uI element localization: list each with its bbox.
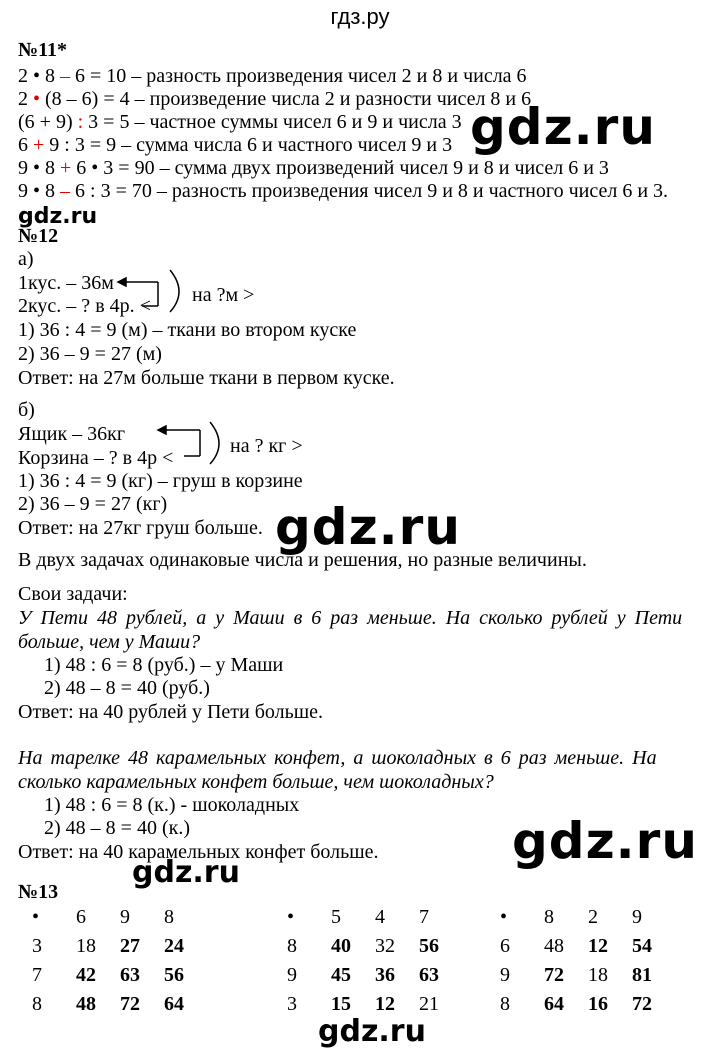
own-task2-answer: Ответ: на 40 карамельных конфет больше. xyxy=(18,841,379,863)
task12b-answer: Ответ: на 27кг груш больше. xyxy=(18,517,263,539)
table-header-cell: 7 xyxy=(419,906,429,928)
table-cell: 63 xyxy=(419,964,439,986)
task12a-row1: 1кус. – 36м xyxy=(18,272,114,294)
table-cell: 27 xyxy=(120,935,140,957)
table-cell: 9 xyxy=(500,964,510,986)
own-task2-step1: 1) 48 : 6 = 8 (к.) - шоколадных xyxy=(44,794,300,816)
own-task2-step2: 2) 48 – 8 = 40 (к.) xyxy=(44,817,190,839)
watermark: gdz.ru xyxy=(132,855,240,890)
table-cell: 12 xyxy=(375,993,395,1015)
task12b-side-note: на ? кг > xyxy=(230,435,303,457)
task12a-answer: Ответ: на 27м больше ткани в первом куске. xyxy=(18,367,395,389)
task12b-step1: 1) 36 : 4 = 9 (кг) – груш в корзине xyxy=(18,470,303,492)
task12a-step2: 2) 36 – 9 = 27 (м) xyxy=(18,343,162,365)
table-cell: 81 xyxy=(632,964,652,986)
table-cell: 72 xyxy=(120,993,140,1015)
table-cell: 15 xyxy=(331,993,351,1015)
own-task1-text-2: больше, чем у Маши? xyxy=(18,631,201,653)
table-cell: 54 xyxy=(632,935,652,957)
table-header-cell: 9 xyxy=(632,906,642,928)
table-cell: 32 xyxy=(375,935,395,957)
table-cell: 64 xyxy=(544,993,564,1015)
table-cell: 8 xyxy=(500,993,510,1015)
table-cell: 42 xyxy=(76,964,96,986)
table-header-cell: 5 xyxy=(331,906,341,928)
table-header-cell: 8 xyxy=(164,906,174,928)
table-cell: 36 xyxy=(375,964,395,986)
own-task1-answer: Ответ: на 40 рублей у Пети больше. xyxy=(18,701,324,723)
task12b-label: б) xyxy=(18,399,35,421)
task11-line-2: 2 • (8 – 6) = 4 – произведение числа 2 и разности чисел 8 и 6 xyxy=(18,88,532,110)
watermark: gdz.ru xyxy=(318,1014,426,1049)
task12b-row1: Ящик – 36кг xyxy=(18,423,126,445)
table-cell: 7 xyxy=(32,964,42,986)
watermark: gdz.ru xyxy=(512,812,698,870)
task12-title: №12 xyxy=(18,225,59,247)
table-cell: 18 xyxy=(76,935,96,957)
task12a-label: а) xyxy=(18,248,34,270)
watermark: gdz.ru xyxy=(470,98,656,156)
table-cell: 18 xyxy=(588,964,608,986)
own-task1-step1: 1) 48 : 6 = 8 (руб.) – у Маши xyxy=(44,654,284,676)
table-header-cell: • xyxy=(32,906,40,928)
task12b-row2: Корзина – ? в 4р < xyxy=(18,447,174,469)
task11-line-1: 2 • 8 – 6 = 10 – разность произведения чисел 2 и 8 и числа 6 xyxy=(18,65,527,87)
table-cell: 6 xyxy=(500,935,510,957)
table-cell: 48 xyxy=(76,993,96,1015)
task12-conclusion: В двух задачах одинаковые числа и решения, но разные величины. xyxy=(18,549,587,571)
table-cell: 48 xyxy=(544,935,564,957)
table-header-cell: 8 xyxy=(544,906,554,928)
task12b-step2: 2) 36 – 9 = 27 (кг) xyxy=(18,493,168,515)
table-cell: 56 xyxy=(419,935,439,957)
own-tasks-label: Свои задачи: xyxy=(18,583,128,605)
table-cell: 8 xyxy=(287,935,297,957)
task11-line-4: 6 + 9 : 3 = 9 – сумма числа 6 и частного чисел 9 и 3 xyxy=(18,134,453,156)
watermark: gdz.ru xyxy=(18,204,98,229)
own-task2-text-1: На тарелке 48 карамельных конфет, а шоколадных в 6 раз меньше. На xyxy=(18,747,657,769)
table-header-cell: • xyxy=(500,906,508,928)
own-task1-step2: 2) 48 – 8 = 40 (руб.) xyxy=(44,677,210,699)
table-cell: 3 xyxy=(287,993,297,1015)
own-task2-text-2: сколько карамельных конфет больше, чем шоколадных? xyxy=(18,771,494,793)
table-header-cell: 2 xyxy=(588,906,598,928)
task11-line-6: 9 • 8 – 6 : 3 = 70 – разность произведения чисел 9 и 8 и частного чисел 6 и 3. xyxy=(18,180,669,202)
task13-title: №13 xyxy=(18,881,59,903)
table-cell: 3 xyxy=(32,935,42,957)
table-cell: 64 xyxy=(164,993,184,1015)
table-cell: 40 xyxy=(331,935,351,957)
table-cell: 72 xyxy=(544,964,564,986)
table-cell: 12 xyxy=(588,935,608,957)
arrow-icon xyxy=(118,270,179,312)
table-cell: 24 xyxy=(164,935,184,957)
table-cell: 8 xyxy=(32,993,42,1015)
site-header: гдз.ру xyxy=(330,4,390,29)
table-cell: 63 xyxy=(120,964,140,986)
task11-title: №11* xyxy=(18,39,67,61)
table-cell: 9 xyxy=(287,964,297,986)
table-cell: 21 xyxy=(419,993,439,1015)
table-header-cell: 4 xyxy=(375,906,385,928)
table-header-cell: 9 xyxy=(120,906,130,928)
task12a-step1: 1) 36 : 4 = 9 (м) – ткани во втором куске xyxy=(18,319,357,341)
table-cell: 56 xyxy=(164,964,184,986)
table-cell: 45 xyxy=(331,964,351,986)
task11-line-3: (6 + 9) : 3 = 5 – частное суммы чисел 6 и 9 и числа 3 xyxy=(18,111,462,133)
task12a-side-note: на ?м > xyxy=(192,284,255,306)
table-cell: 72 xyxy=(632,993,652,1015)
table-header-cell: 6 xyxy=(76,906,86,928)
own-task1-text-1: У Пети 48 рублей, а у Маши в 6 раз меньше. На сколько рублей у Пети xyxy=(18,607,683,629)
task11-line-5: 9 • 8 + 6 • 3 = 90 – сумма двух произведений чисел 9 и 8 и чисел 6 и 3 xyxy=(18,157,609,179)
table-cell: 16 xyxy=(588,993,608,1015)
watermark: gdz.ru xyxy=(275,498,461,556)
task12a-row2: 2кус. – ? в 4р. < xyxy=(18,295,151,317)
arrow-icon xyxy=(158,422,219,464)
table-header-cell: • xyxy=(287,906,295,928)
